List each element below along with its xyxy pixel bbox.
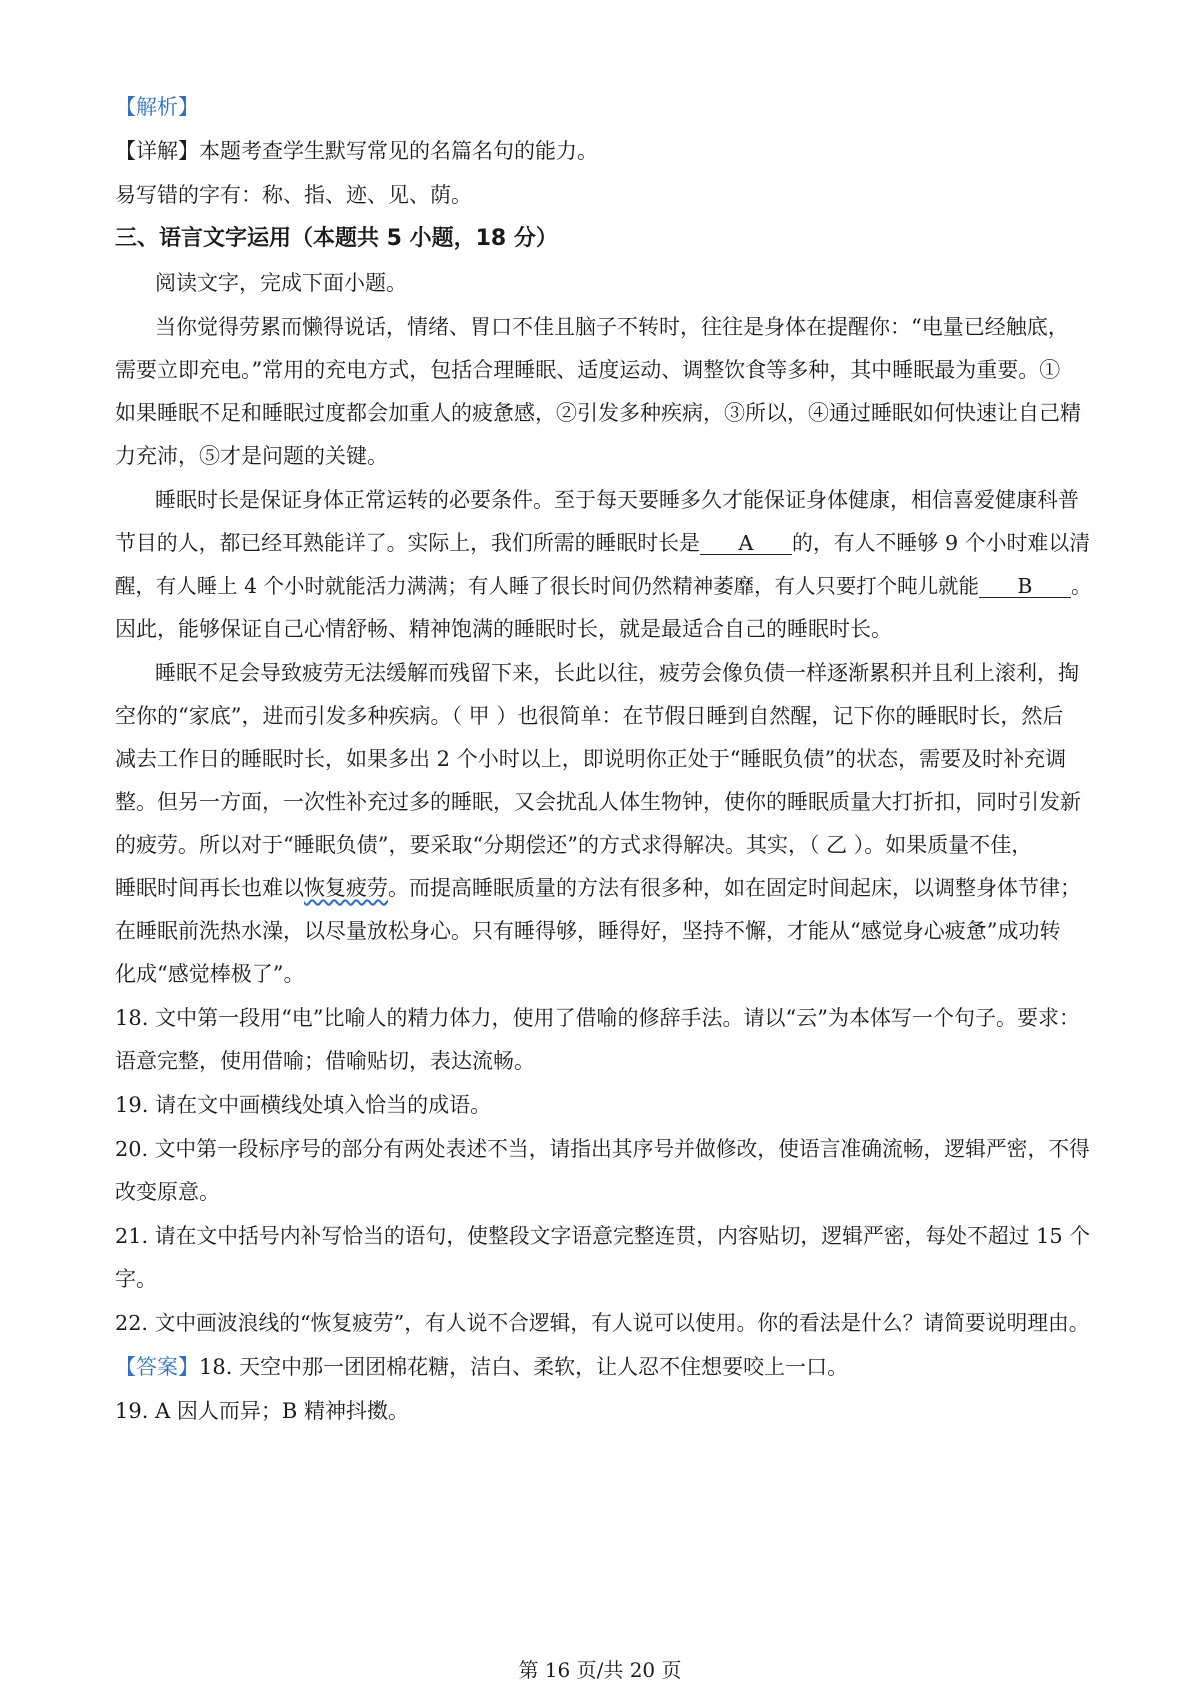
passage-line: 化成“感觉棒极了”。 (115, 962, 305, 986)
detail-line (115, 136, 598, 166)
question-20: 20. 文中第一段标序号的部分有两处表述不当，请指出其序号并做修改，使语言准确流畅，逻辑严密，不得 (115, 1137, 1090, 1161)
text-span: 的，有人不睡够 9 个小时难以清 (791, 531, 1091, 555)
question-18: 18. 文中第一段用“电”比喻人的精力体力，使用了借喻的修辞手法。请以“云”为本体写一个句子。要求： (115, 1006, 1081, 1030)
question-18-cont: 语意完整，使用借喻；借喻贴切，表达流畅。 (115, 1049, 535, 1073)
passage-line: 当你觉得劳累而懒得说话，情绪、胃口不佳且脑子不转时，往往是身体在提醒你：“电量已经触底， (155, 315, 1069, 339)
text-span: 。而提高睡眠质量的方法有很多种，如在固定时间起床，以调整身体节律； (388, 876, 1081, 900)
passage-line: 如果睡眠不足和睡眠过度都会加重人的疲惫感，②引发多种疾病，③所以，④通过睡眠如何快速让自己精 (115, 401, 1081, 425)
passage-line (115, 873, 1081, 903)
answer-tag: 【答案】 (115, 1355, 199, 1379)
text-span: 节目的人，都已经耳熟能详了。实际上，我们所需的睡眠时长是 (115, 531, 700, 555)
wavy-phrase: 恢复疲劳 (304, 876, 388, 900)
passage-line (115, 571, 1091, 601)
section-title: 三、语言文字运用（本题共 5 小题，18 分） (115, 226, 558, 251)
text-span: 。 (1070, 574, 1092, 598)
passage-line (115, 528, 1090, 558)
passage-line: 空你的“家底”，进而引发多种疾病。（ 甲 ）也很简单：在节假日睡到自然醒，记下你的睡眠时长，然后 (115, 704, 1064, 728)
blank-b: B (979, 575, 1071, 598)
page-footer: 第 16 页/共 20 页 (518, 1658, 682, 1682)
passage-line: 需要立即充电。”常用的充电方式，包括合理睡眠、适度运动、调整饮食等多种，其中睡眠最为重要。① (115, 358, 1061, 382)
question-22: 22. 文中画波浪线的“恢复疲劳”，有人说不合逻辑，有人说可以使用。你的看法是什么？请简要说明理由。 (115, 1311, 1090, 1335)
question-19: 19. 请在文中画横线处填入恰当的成语。 (115, 1093, 492, 1117)
detail-label: 【详解】 (115, 139, 199, 163)
analysis-tag: 【解析】 (115, 95, 199, 119)
passage-line: 睡眠不足会导致疲劳无法缓解而残留下来，长此以往，疲劳会像负债一样逐渐累积并且利上滚利，掏 (155, 661, 1079, 685)
passage-line: 因此，能够保证自己心情舒畅、精神饱满的睡眠时长，就是最适合自己的睡眠时长。 (115, 617, 892, 641)
answer-18: 18. 天空中那一团团棉花糖，洁白、柔软，让人忍不住想要咬上一口。 (199, 1355, 849, 1379)
text-span: 睡眠时间再长也难以 (115, 876, 304, 900)
passage-line: 的疲劳。所以对于“睡眠负债”，要采取“分期偿还”的方式求得解决。其实，（ 乙 ）。如果质量不佳， (115, 833, 1033, 857)
question-21-cont: 字。 (115, 1267, 157, 1291)
passage-line: 减去工作日的睡眠时长，如果多出 2 个小时以上，即说明你正处于“睡眠负债”的状态，需要及时补充调 (115, 747, 1067, 771)
passage-line: 力充沛，⑤才是问题的关键。 (115, 444, 388, 468)
answer-19: 19. A 因人而异；B 精神抖擞。 (115, 1399, 410, 1423)
intro-line: 阅读文字，完成下面小题。 (155, 271, 407, 295)
question-21: 21. 请在文中括号内补写恰当的语句，使整段文字语意完整连贯，内容贴切，逻辑严密，每处不超过 15 个 (115, 1224, 1091, 1248)
answer-line (115, 1352, 848, 1382)
passage-line: 睡眠时长是保证身体正常运转的必要条件。至于每天要睡多久才能保证身体健康，相信喜爱健康科普 (155, 488, 1079, 512)
typo-line: 易写错的字有：称、指、迹、见、荫。 (115, 183, 472, 207)
passage-line: 整。但另一方面，一次性补充过多的睡眠，又会扰乱人体生物钟，使你的睡眠质量大打折扣，同时引发新 (115, 790, 1081, 814)
passage-line: 在睡眠前洗热水澡，以尽量放松身心。只有睡得够，睡得好，坚持不懈，才能从“感觉身心疲惫”成功转 (115, 919, 1061, 943)
blank-a: A (700, 532, 792, 555)
text-span: 醒，有人睡上 4 个小时就能活力满满；有人睡了很长时间仍然精神萎靡，有人只要打个盹儿就能 (115, 574, 979, 598)
question-20-cont: 改变原意。 (115, 1180, 220, 1204)
detail-text: 本题考查学生默写常见的名篇名句的能力。 (199, 139, 598, 163)
